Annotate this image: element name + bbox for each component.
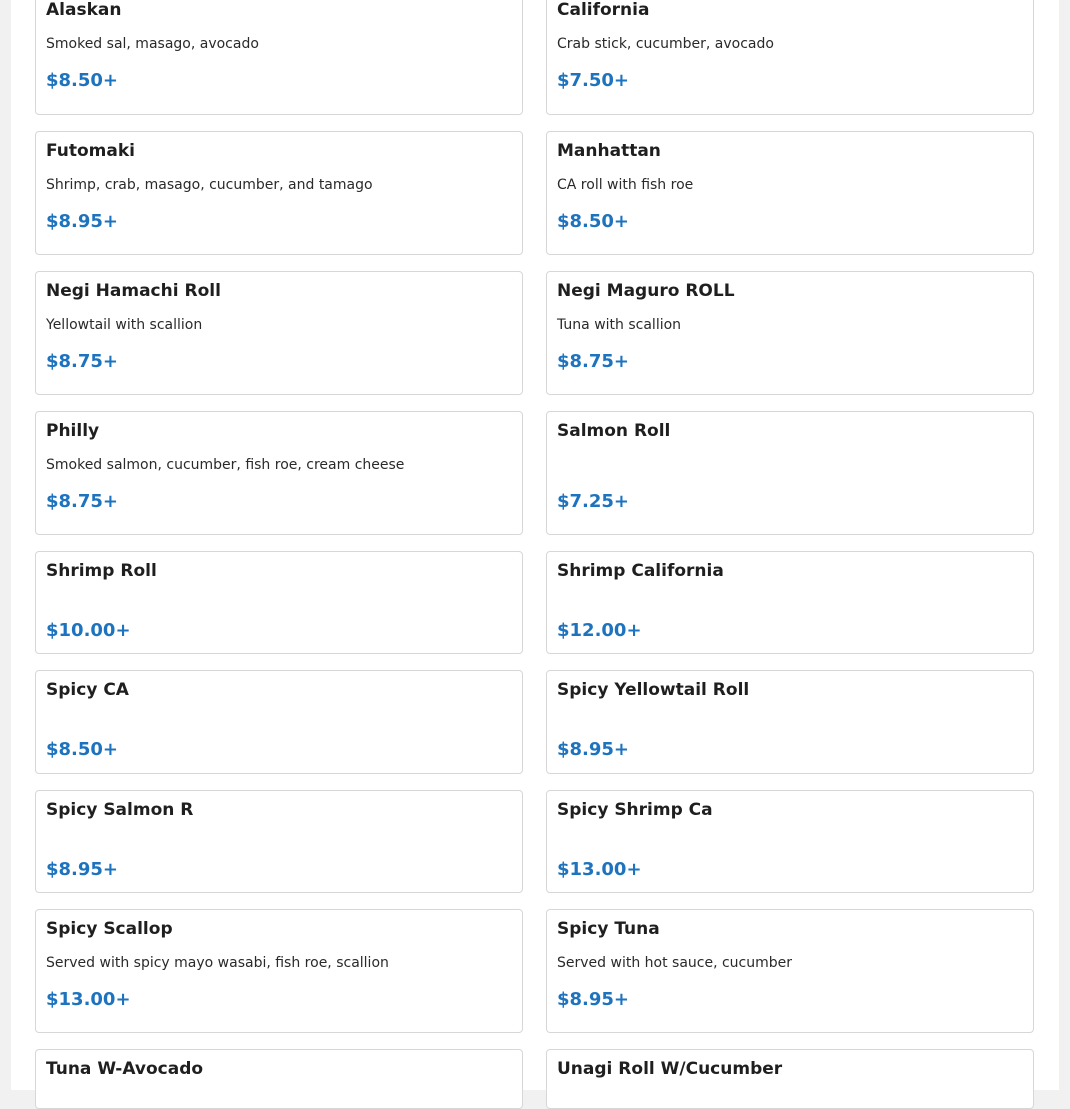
item-name: Salmon Roll <box>557 421 671 441</box>
item-price: $10.00+ <box>46 620 131 641</box>
item-description: CA roll with fish roe <box>557 177 694 193</box>
menu-item-card[interactable] <box>35 271 523 395</box>
item-name: Manhattan <box>557 141 661 161</box>
item-name: Philly <box>46 421 100 441</box>
item-price: $12.00+ <box>557 620 642 641</box>
item-name: Spicy Salmon R <box>46 800 194 820</box>
item-name: Tuna W-Avocado <box>46 1059 204 1079</box>
menu-item-card[interactable] <box>546 790 1034 893</box>
menu-item-card[interactable] <box>546 670 1034 774</box>
item-price: $8.95+ <box>557 739 630 760</box>
item-description: Smoked sal, masago, avocado <box>46 36 259 52</box>
item-description: Served with hot sauce, cucumber <box>557 955 793 971</box>
item-name: Spicy Scallop <box>46 919 173 939</box>
menu-item-card[interactable] <box>35 909 523 1033</box>
menu-item-card[interactable] <box>546 0 1034 115</box>
menu-item-card[interactable] <box>35 131 523 255</box>
item-name: California <box>557 0 650 20</box>
menu-item-card[interactable] <box>35 790 523 893</box>
menu-item-card[interactable] <box>546 131 1034 255</box>
item-price: $8.75+ <box>46 351 119 372</box>
item-price: $8.50+ <box>557 211 630 232</box>
item-description: Shrimp, crab, masago, cucumber, and tamago <box>46 177 373 193</box>
menu-item-card[interactable] <box>35 0 523 115</box>
item-price: $7.50+ <box>557 70 630 91</box>
item-description: Yellowtail with scallion <box>46 317 203 333</box>
item-description: Crab stick, cucumber, avocado <box>557 36 774 52</box>
menu-item-card[interactable] <box>546 271 1034 395</box>
menu-page <box>11 0 1059 1090</box>
item-name: Spicy Tuna <box>557 919 660 939</box>
menu-item-card[interactable] <box>546 411 1034 535</box>
item-name: Unagi Roll W/Cucumber <box>557 1059 783 1079</box>
item-price: $13.00+ <box>557 859 642 880</box>
item-price: $13.00+ <box>46 989 131 1010</box>
item-name: Spicy Yellowtail Roll <box>557 680 750 700</box>
item-name: Alaskan <box>46 0 122 20</box>
item-price: $8.95+ <box>557 989 630 1010</box>
item-price: $8.50+ <box>46 70 119 91</box>
menu-item-card[interactable] <box>546 909 1034 1033</box>
item-description: Smoked salmon, cucumber, fish roe, cream cheese <box>46 457 405 473</box>
menu-item-card[interactable] <box>35 411 523 535</box>
item-description: Tuna with scallion <box>557 317 682 333</box>
menu-item-card[interactable] <box>546 551 1034 654</box>
item-name: Negi Hamachi Roll <box>46 281 221 301</box>
item-name: Shrimp California <box>557 561 724 581</box>
item-price: $8.95+ <box>46 859 119 880</box>
item-name: Spicy Shrimp Ca <box>557 800 713 820</box>
item-price: $8.95+ <box>46 211 119 232</box>
menu-item-card[interactable] <box>35 1049 523 1109</box>
menu-item-card[interactable] <box>546 1049 1034 1109</box>
item-price: $8.75+ <box>557 351 630 372</box>
item-price: $8.50+ <box>46 739 119 760</box>
item-name: Futomaki <box>46 141 135 161</box>
item-price: $7.25+ <box>557 491 630 512</box>
item-name: Shrimp Roll <box>46 561 157 581</box>
menu-item-card[interactable] <box>35 551 523 654</box>
item-price: $8.75+ <box>46 491 119 512</box>
item-description: Served with spicy mayo wasabi, fish roe, scallion <box>46 955 389 971</box>
item-name: Negi Maguro ROLL <box>557 281 735 301</box>
menu-item-card[interactable] <box>35 670 523 774</box>
item-name: Spicy CA <box>46 680 129 700</box>
